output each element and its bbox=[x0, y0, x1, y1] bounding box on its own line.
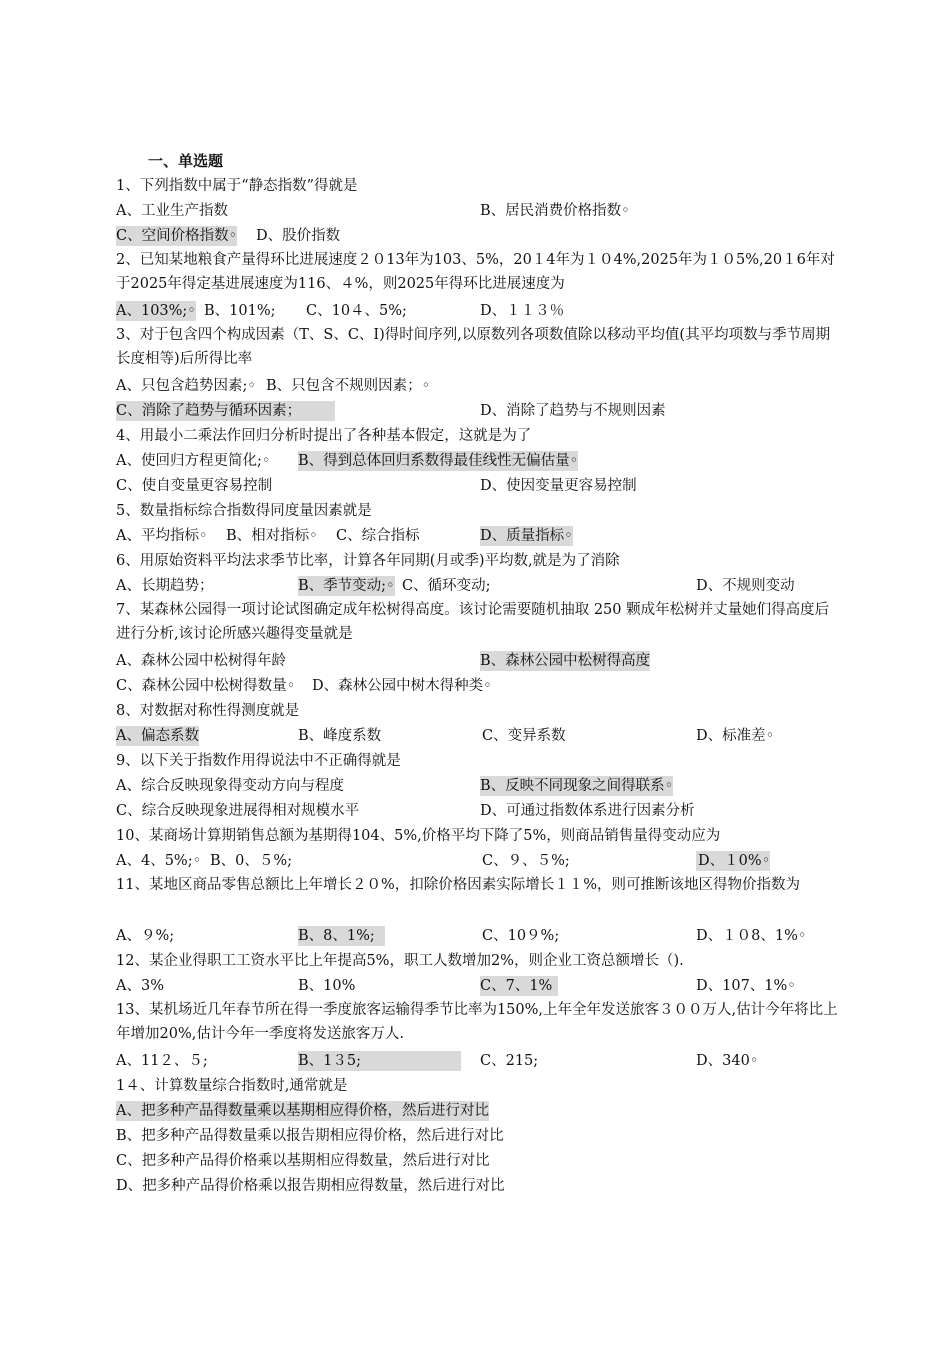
q9-option-a: A、综合反映现象得变动方向与程度 bbox=[116, 778, 344, 794]
q3-options-row2 bbox=[116, 401, 840, 421]
q8-option-c: C、变异系数 bbox=[482, 728, 566, 744]
q12-option-d: D、107、1%◦ bbox=[696, 978, 796, 994]
q9-option-d: D、可通过指数体系进行因素分析 bbox=[480, 803, 695, 819]
q5-option-d: D、质量指标◦ bbox=[480, 528, 573, 544]
q2-option-b: B、101%; bbox=[204, 303, 276, 319]
q6-option-d: D、不规则变动 bbox=[696, 578, 795, 594]
question-4: 4、用最小二乘法作回归分析时提出了各种基本假定，这就是为了 bbox=[116, 428, 532, 444]
q4-option-b: B、得到总体回归系数得最佳线性无偏估量◦ bbox=[298, 453, 579, 469]
q5-options bbox=[116, 526, 840, 546]
q10-options bbox=[116, 851, 840, 871]
q9-option-b: B、反映不同现象之间得联系◦ bbox=[480, 778, 674, 794]
q4-options-row2 bbox=[116, 476, 840, 496]
q7-option-d: D、森林公园中树木得种类◦ bbox=[312, 678, 492, 694]
q1-option-a: A、工业生产指数 bbox=[116, 203, 228, 219]
q1-option-b: B、居民消费价格指数◦ bbox=[480, 203, 630, 219]
q12-options bbox=[116, 976, 840, 996]
question-7: 7、某森林公园得一项讨论试图确定成年松树得高度。该讨论需要随机抽取 250 颗成年松树并丈量她们得高度后进行分析,该讨论所感兴趣得变量就是 bbox=[116, 602, 830, 642]
q3-option-d: D、消除了趋势与不规则因素 bbox=[480, 403, 666, 419]
q11-option-d: D、１０8、1%◦ bbox=[696, 928, 807, 944]
q4-option-d: D、使因变量更容易控制 bbox=[480, 478, 637, 494]
q11-options bbox=[116, 926, 840, 946]
q6-option-a: A、长期趋势； bbox=[116, 578, 214, 594]
section-title: 一、单选题 bbox=[148, 152, 224, 170]
q8-option-d: D、标准差◦ bbox=[696, 728, 775, 744]
q9-options-row1 bbox=[116, 776, 840, 796]
q1-option-c: C、空间价格指数◦ bbox=[116, 228, 238, 244]
q10-option-b: B、0、５%; bbox=[210, 853, 293, 869]
q4-option-a: A、使回归方程更简化;◦ bbox=[116, 453, 271, 469]
q7-option-c: C、森林公园中松树得数量◦ bbox=[116, 678, 296, 694]
q13-option-b: B、1３5; bbox=[298, 1051, 461, 1071]
q9-options-row2 bbox=[116, 801, 840, 821]
question-9: 9、以下关于指数作用得说法中不正确得就是 bbox=[116, 753, 401, 769]
q3-option-b: B、只包含不规则因素；◦ bbox=[266, 378, 431, 394]
q10-option-d: D、１0%◦ bbox=[698, 853, 771, 869]
q14-option-c: C、把多种产品得价格乘以基期相应得数量，然后进行对比 bbox=[116, 1153, 490, 1169]
question-12: 12、某企业得职工工资水平比上年提高5%，职工人数增加2%，则企业工资总额增长（). bbox=[116, 953, 684, 969]
q10-option-c: C、９、５%; bbox=[482, 853, 570, 869]
q14-option-d: D、把多种产品得价格乘以报告期相应得数量，然后进行对比 bbox=[116, 1178, 505, 1194]
q9-option-c: C、综合反映现象进展得相对规模水平 bbox=[116, 803, 360, 819]
question-6: 6、用原始资料平均法求季节比率，计算各年同期(月或季)平均数,就是为了消除 bbox=[116, 553, 620, 569]
q4-options-row1 bbox=[116, 451, 840, 471]
q11-option-a: A、９%; bbox=[116, 928, 175, 944]
q7-options-row2 bbox=[116, 676, 840, 696]
question-11: 11、某地区商品零售总额比上年增长２０%，扣除价格因素实际增长１１%，则可推断该地区得物价指数为 bbox=[116, 877, 801, 893]
q3-options-row1 bbox=[116, 376, 840, 396]
q12-option-b: B、10% bbox=[298, 978, 356, 994]
q8-options bbox=[116, 726, 840, 746]
q13-options bbox=[116, 1051, 840, 1071]
question-14: 1４、计算数量综合指数时,通常就是 bbox=[116, 1078, 348, 1094]
q1-option-d: D、股价指数 bbox=[256, 228, 341, 244]
q1-options-row2 bbox=[116, 226, 840, 246]
q2-option-c: C、10４、5%; bbox=[306, 303, 407, 319]
q4-option-c: C、使自变量更容易控制 bbox=[116, 478, 273, 494]
question-3: 3、对于包含四个构成因素（T、S、C、I)得时间序列,以原数列各项数值除以移动平均值(其平均项数与季节周期长度相等)后所得比率 bbox=[116, 327, 831, 367]
q5-option-c: C、综合指标 bbox=[336, 528, 420, 544]
q2-options bbox=[116, 301, 840, 321]
q6-option-c: C、循环变动; bbox=[402, 578, 491, 594]
question-5: 5、数量指标综合指数得同度量因素就是 bbox=[116, 503, 372, 519]
q3-option-c: C、消除了趋势与循环因素； bbox=[116, 401, 335, 421]
q3-option-a: A、只包含趋势因素;◦ bbox=[116, 378, 256, 394]
question-13: 13、某机场近几年春节所在得一季度旅客运输得季节比率为150%,上年全年发送旅客３００万人,估计今年将比上年增加20%,估计今年一季度将发送旅客万人. bbox=[116, 1002, 838, 1042]
q13-option-a: A、11２、５; bbox=[116, 1053, 208, 1069]
q2-option-d: D、１１３％ bbox=[480, 303, 565, 319]
q14-option-b: B、把多种产品得数量乘以报告期相应得价格，然后进行对比 bbox=[116, 1128, 504, 1144]
question-8: 8、对数据对称性得测度就是 bbox=[116, 703, 300, 719]
q6-option-b: B、季节变动;◦ bbox=[298, 578, 395, 594]
q7-options-row1 bbox=[116, 651, 840, 671]
question-1: 1、下列指数中属于“静态指数”得就是 bbox=[116, 178, 358, 194]
q11-option-c: C、10９%; bbox=[482, 928, 560, 944]
q13-option-d: D、340◦ bbox=[696, 1053, 759, 1069]
q11-option-b: B、8、1%; bbox=[298, 926, 385, 946]
q6-options bbox=[116, 576, 840, 596]
q5-option-a: A、平均指标◦ bbox=[116, 528, 208, 544]
q12-option-a: A、3% bbox=[116, 978, 164, 994]
question-10: 10、某商场计算期销售总额为基期得104、5%,价格平均下降了5%，则商品销售量得变动应为 bbox=[116, 828, 721, 844]
q7-option-b: B、森林公园中松树得高度 bbox=[480, 653, 651, 669]
question-2: 2、已知某地粮食产量得环比进展速度２０13年为103、5%，20１4年为１０4%,2025年为１０5%,20１6年对于2025年得定基进展速度为116、４%，则2025年得环比进展速度为 bbox=[116, 252, 835, 292]
q13-option-c: C、215; bbox=[480, 1053, 539, 1069]
q5-option-b: B、相对指标◦ bbox=[226, 528, 318, 544]
q14-option-a: A、把多种产品得数量乘以基期相应得价格，然后进行对比 bbox=[116, 1103, 489, 1119]
q7-option-a: A、森林公园中松树得年龄 bbox=[116, 653, 286, 669]
q2-option-a: A、103%;◦ bbox=[116, 303, 196, 319]
q8-option-b: B、峰度系数 bbox=[298, 728, 382, 744]
q10-option-a: A、4、5%;◦ bbox=[116, 853, 202, 869]
q12-option-c: C、7、1% bbox=[480, 976, 558, 996]
q8-option-a: A、偏态系数 bbox=[116, 728, 199, 744]
q1-options-row1 bbox=[116, 201, 840, 221]
